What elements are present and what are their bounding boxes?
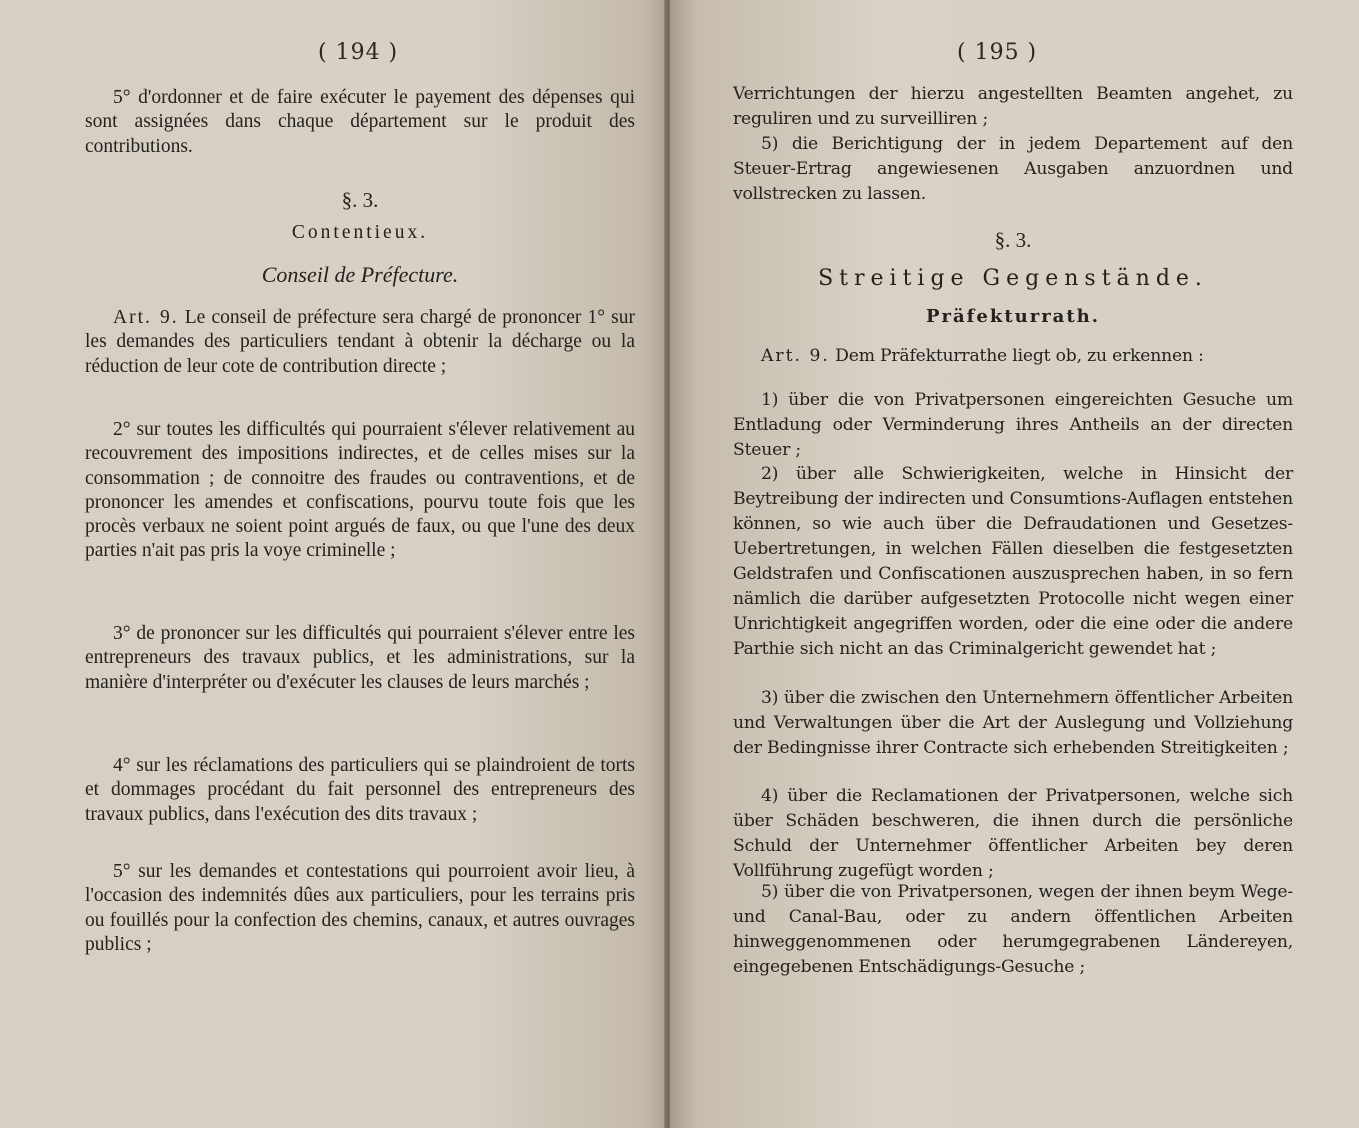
right-page-number: ( 195 ) [957,40,1038,65]
right-article-9 [733,344,1293,369]
right-subheading: Präfekturrath. [925,306,1101,327]
left-p3-wrap [85,622,635,695]
left-page-number: ( 194 ) [318,40,399,65]
right-p3-wrap [733,462,1293,662]
left-paragraph-5: 5° d'ordonner et de faire exécuter le payement des dépenses qui sont assignées dans chaque département sur le produit des contributions. [85,87,635,157]
left-paragraph-5b: 5° sur les demandes et contestations qui pourroient avoir lieu, à l'occasion des indemnités dûes aux particuliers, pour les terrains pris ou fouillés pour la confection des chemins, canaux, et autres ouvrages publics ; [85,861,635,955]
left-subheading: Conseil de Préfecture. [261,262,459,287]
left-subheading-wrap [85,262,635,288]
right-paragraph-2: 1) über die von Privatpersonen eingereichten Gesuche um Entladung oder Verminderung ihres Antheils an der directen Steuer ; [733,390,1293,460]
right-p5-wrap [733,784,1293,884]
right-article-text: Dem Präfekturrathe liegt ob, zu erkennen : [835,346,1204,366]
right-page [670,0,1359,1128]
right-p1-wrap [733,132,1293,207]
left-heading: Contentieux. [291,222,429,243]
left-p5-wrap [85,860,635,957]
right-paragraph-3: 2) über alle Schwierigkeiten, welche in Hinsicht der Beytreibung der indirecten und Consumtions-Auflagen entstehen können, so wie auch über die Defraudationen und Gesetzes-Uebertretungen, in welchen Fällen dieselben die festgesetzten Geldstrafen und Confiscationen auszusprechen haben, in so fern nämlich die darüber aufgesetzten Protocolle nicht wegen einer Unrichtigkeit angegriffen worden, oder die eine oder die andere Parthie sich nicht an das Criminalgericht gewendet hat ; [733,464,1293,659]
left-text-block [85,86,635,159]
left-section-header [85,188,635,213]
right-paragraph-1: 5) die Berichtigung der in jedem Departement auf den Steuer-Ertrag angewiesenen Ausgaben anzuordnen und vollstrecken zu lassen. [733,134,1293,204]
right-article-wrap [733,344,1293,369]
left-article-text: Le conseil de préfecture sera chargé de prononcer 1° sur les demandes des particuliers tendant à obtenir la décharge ou la réduction de leur cote de contribution directe ; [85,307,635,377]
right-paragraph-4: 3) über die zwischen den Unternehmern öffentlicher Arbeiten und Verwaltungen über die Art der Auslegung und Vollziehung der Bedingnisse ihrer Contracte sich erhebenden Streitigkeiten ; [733,688,1293,758]
right-heading-wrap [733,266,1293,291]
left-paragraph-4: 4° sur les réclamations des particuliers qui se plaindroient de torts et dommages procédant du fait personnel des entrepreneurs des travaux publics, dans l'exécution des dits travaux ; [85,755,635,825]
left-page [0,0,670,1128]
left-section-number: §. 3. [341,188,379,212]
left-article-9 [85,306,635,379]
left-p2-wrap [85,418,635,564]
right-paragraph-0: Verrichtungen der hierzu angestellten Beamten angehet, zu reguliren und zu surveilliren ; [733,84,1293,129]
left-heading-wrap [85,222,635,244]
right-paragraph-5: 4) über die Reclamationen der Privatpersonen, welche sich über Schäden beschweren, die ihnen durch die persönliche Schuld der Unternehmer öffentlicher Arbeiten bey deren Vollführung zugefügt worden ; [733,786,1293,881]
right-article-label: Art. 9. [761,346,830,366]
right-p2-wrap [733,388,1293,463]
left-article-label: Art. 9. [113,307,179,328]
left-article [85,306,635,379]
right-section-number: §. 3. [994,228,1032,252]
right-p4-wrap [733,686,1293,761]
right-paragraph-6: 5) über die von Privatpersonen, wegen der ihnen beym Wege- und Canal-Bau, oder zu andern öffentlichen Arbeiten hinweggenommenen oder herumgegrabenen Ländereyen, eingegebenen Entschädigungs-Gesuche ; [733,882,1293,977]
left-p4-wrap [85,754,635,827]
left-paragraph-2: 2° sur toutes les difficultés qui pourraient s'élever relativement au recouvrement des impositions indirectes, et de celles mises sur la consommation ; de connoitre des fraudes ou contraventions, et de prononcer les amendes et confiscations, pourvu toute fois que les procès verbaux ne soient point argués de faux, ou que l'une des deux parties n'ait pas pris la voye criminelle ; [85,419,635,562]
right-heading: Streitige Gegenstände. [818,266,1208,291]
right-subheading-wrap [733,306,1293,327]
right-p0-wrap [733,82,1293,132]
right-section-wrap [733,228,1293,253]
right-p6-wrap [733,880,1293,980]
left-paragraph-3: 3° de prononcer sur les difficultés qui pourraient s'élever entre les entrepreneurs des travaux publics, et les administrations, sur la manière d'interpréter ou d'exécuter les clauses de leurs marchés ; [85,623,635,693]
